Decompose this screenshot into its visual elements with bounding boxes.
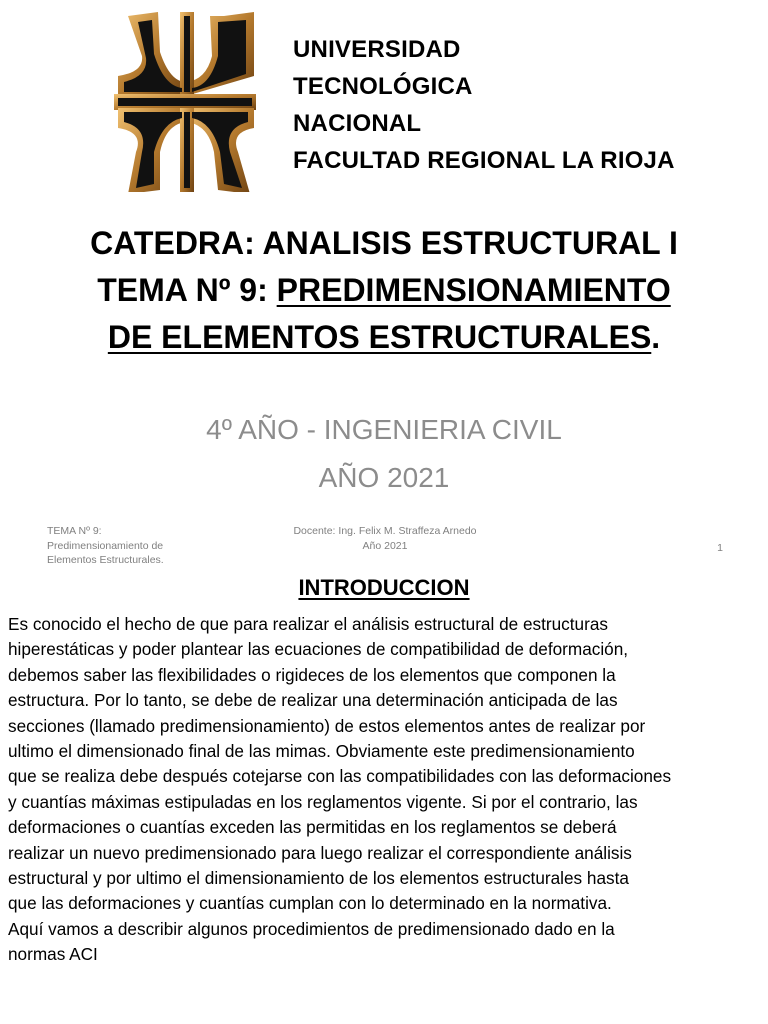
section-heading: INTRODUCCION: [298, 575, 470, 600]
paragraph-line: deformaciones o cuantías exceden las permitidas en los reglamentos se deberá: [8, 817, 617, 838]
footer-topic: [47, 524, 164, 568]
subtitle: [0, 406, 768, 502]
course-title: CATEDRA: ANALISIS ESTRUCTURAL I: [90, 225, 678, 261]
institution-name: [293, 31, 675, 179]
paragraph-line: hiperestáticas y poder plantear las ecuaciones de compatibilidad de deformación,: [8, 639, 629, 660]
paragraph-line: estructura. Por lo tanto, se debe de realizar una determinación anticipada de las: [8, 690, 618, 711]
paragraph-line: Es conocido el hecho de que para realizar el análisis estructural de estructuras: [8, 614, 608, 634]
intro-paragraph: [8, 612, 766, 968]
topic-title-line: [0, 314, 768, 361]
paragraph-line: ultimo el dimensionado final de las mimas. Obviamente este predimensionamiento: [8, 741, 635, 762]
paragraph-line: debemos saber las flexibilidades o rigideces de los elementos que componen la: [8, 664, 616, 685]
topic-suffix: .: [651, 319, 661, 355]
institution-line: TECNOLÓGICA: [293, 73, 473, 100]
document-title: [0, 220, 768, 361]
topic-name: DE ELEMENTOS ESTRUCTURALES: [107, 319, 652, 355]
paragraph-line: Aquí vamos a describir algunos procedimientos de predimensionado dado en la: [8, 918, 615, 939]
footer-topic-line: Elementos Estructurales.: [47, 554, 164, 566]
footer-topic-line: TEMA Nº 9:: [47, 525, 102, 537]
topic-prefix: TEMA Nº 9:: [97, 272, 277, 308]
footer-topic-line: Predimensionamiento de: [47, 539, 164, 552]
paragraph-line: normas ACI: [8, 944, 98, 965]
topic-title-line: [0, 267, 768, 314]
institution-line: FACULTAD REGIONAL LA RIOJA: [293, 147, 675, 174]
paragraph-line: y cuantías máximas estipuladas en los reglamentos vigente. Si por el contrario, las: [8, 791, 638, 812]
paragraph-line: estructural y por ultimo el dimensionamiento de los elementos estructurales hasta: [8, 868, 629, 889]
academic-year: AÑO 2021: [318, 462, 450, 493]
institution-line: NACIONAL: [293, 110, 422, 137]
utn-logo-icon: [108, 6, 258, 192]
footer-teacher-line: Docente: Ing. Felix M. Straffeza Arnedo: [293, 525, 477, 537]
footer-teacher-line: Año 2021: [362, 539, 408, 552]
institution-line: UNIVERSIDAD: [293, 36, 461, 63]
topic-name: PREDIMENSIONAMIENTO: [276, 272, 671, 308]
paragraph-line: realizar un nuevo predimensionado para luego realizar el correspondiente análisis: [8, 842, 632, 863]
paragraph-line: secciones (llamado predimensionamiento) de estos elementos antes de realizar por: [8, 715, 646, 736]
page-number: 1: [717, 542, 723, 554]
paragraph-line: que las deformaciones y cuantías cumplan con lo determinado en la normativa.: [8, 893, 612, 914]
paragraph-line: que se realiza debe después cotejarse con las compatibilidades con las deformaciones: [8, 766, 672, 787]
course-year: 4º AÑO - INGENIERIA CIVIL: [206, 414, 562, 445]
footer-teacher: [270, 524, 500, 553]
